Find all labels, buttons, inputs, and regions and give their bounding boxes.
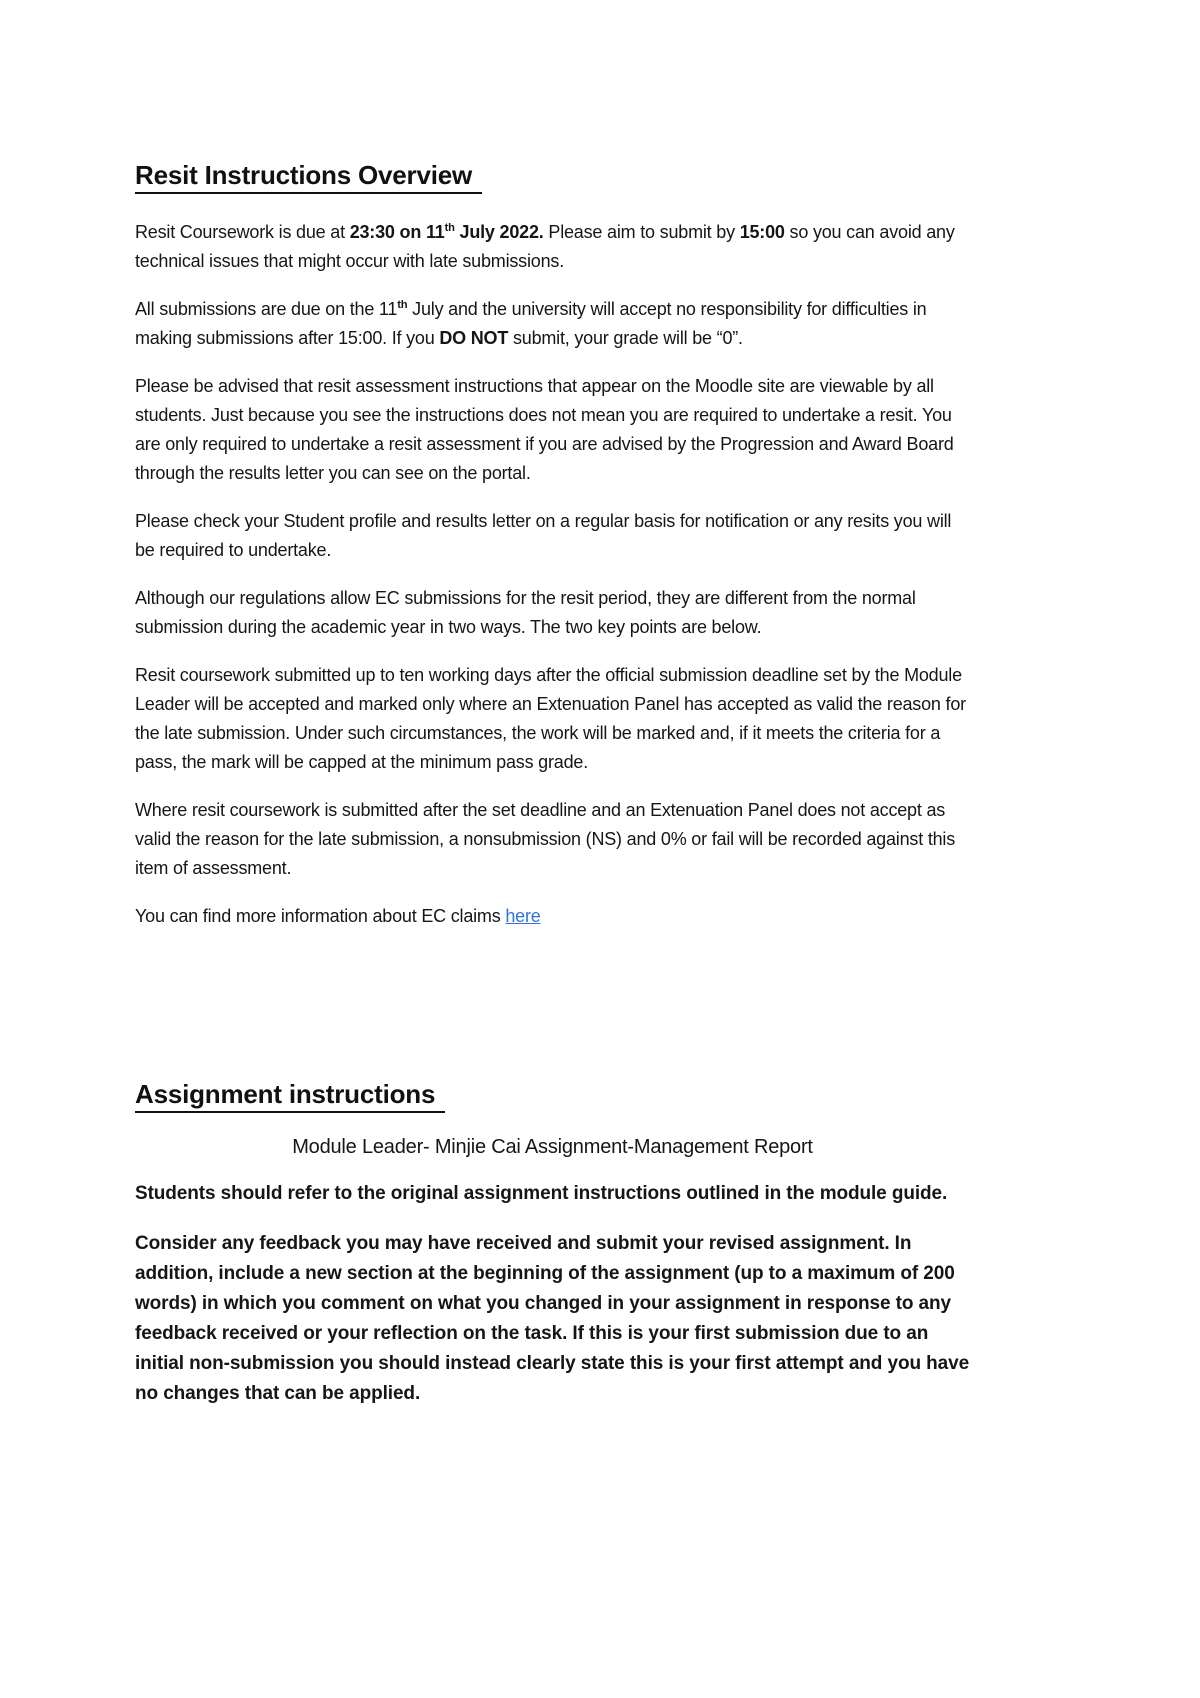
paragraph	[135, 661, 970, 777]
text-segment: Students should refer to the original assignment instructions outlined in the module guide.	[135, 1183, 948, 1204]
paragraph	[135, 295, 970, 353]
paragraph	[135, 796, 970, 883]
text-segment: DO NOT	[439, 328, 509, 348]
text-segment: on	[394, 222, 426, 242]
text-segment: Resit coursework submitted up to ten working days after the official submission deadline set by the Module Leader will be accepted and marked only where an Extenuation Panel has accepted as valid the reason for the late submission. Under such circumstances, the work will be marked and, if it meets the criteria for a pass, the mark will be capped at the minimum pass grade.	[135, 665, 966, 772]
ec-claims-link[interactable]: here	[505, 906, 541, 926]
paragraph	[135, 218, 970, 276]
paragraph	[135, 372, 970, 488]
assignment-heading	[135, 1079, 970, 1113]
text-segment: 11	[425, 222, 445, 242]
paragraph	[135, 507, 970, 565]
text-segment: July and the university will accept no responsibility for difficulties in making submissions after 15:00. If you	[135, 299, 927, 348]
paragraph	[135, 902, 970, 931]
text-segment: Consider any feedback you may have received and submit your revised assignment. In addition, include a new section at the beginning of the assignment (up to a maximum of 200 words) in which you comment on what you changed in your assignment in response to any feedback received or your reflection on the task. If this is your first submission due to an initial non-submission you should instead clearly state this is your first attempt and you have no changes that can be applied.	[135, 1233, 970, 1404]
module-leader-line: Module Leader- Minjie Cai Assignment-Management Report	[292, 1136, 813, 1158]
resit-overview-heading	[135, 160, 970, 194]
text-segment: All submissions are due on the 11	[135, 299, 398, 319]
text-segment: th	[397, 299, 408, 311]
text-segment: Please be advised that resit assessment instructions that appear on the Moodle site are viewable by all students. Just because you see the instructions does not mean you are required to undertake a resit. You are only required to undertake a resit assessment if you are advised by the Progression and Award Board through the results letter you can see on the portal.	[135, 376, 954, 483]
text-segment: so you can avoid any technical issues that might occur with late submissions.	[135, 222, 955, 271]
text-segment: th	[444, 222, 455, 234]
text-segment: Please aim to submit by	[543, 222, 740, 242]
text-segment: Resit Coursework is due at	[135, 222, 350, 242]
text-segment: submit, your grade will be “0”.	[508, 328, 743, 348]
text-segment: Although our regulations allow EC submissions for the resit period, they are different from the normal submission during the academic year in two ways. The two key points are below.	[135, 588, 916, 637]
resit-paragraphs	[135, 218, 970, 931]
document-content	[135, 160, 970, 1429]
text-segment: You can find more information about EC claims	[135, 906, 506, 926]
resit-overview-heading-text: Resit Instructions Overview	[135, 160, 482, 194]
assignment-paragraphs	[135, 1179, 970, 1409]
paragraph	[135, 584, 970, 642]
text-segment: 23:30	[349, 222, 395, 242]
assignment-heading-text: Assignment instructions	[135, 1079, 445, 1113]
paragraph	[135, 1229, 970, 1409]
paragraph	[135, 1179, 970, 1209]
text-segment: 15:00	[739, 222, 785, 242]
assignment-section	[135, 1079, 970, 1409]
text-segment: Where resit coursework is submitted after the set deadline and an Extenuation Panel does not accept as valid the reason for the late submission, a nonsubmission (NS) and 0% or fail will be recorded against this item of assessment.	[135, 800, 956, 878]
text-segment: July 2022.	[454, 222, 544, 242]
resit-overview-section	[135, 160, 970, 931]
text-segment: Please check your Student profile and results letter on a regular basis for notification or any resits you will be required to undertake.	[135, 511, 952, 560]
